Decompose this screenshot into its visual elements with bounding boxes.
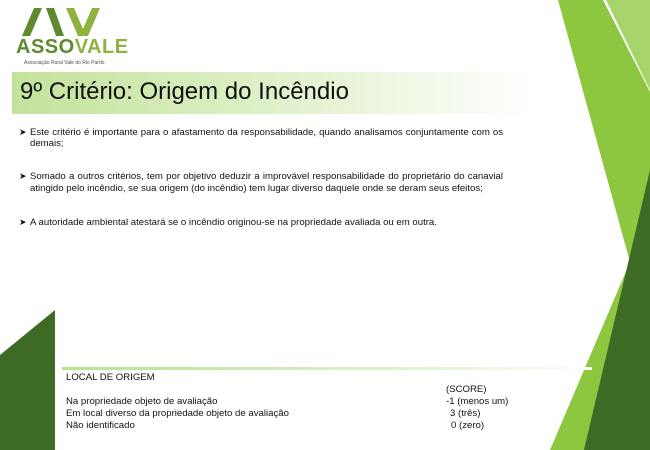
- table-row: [66, 420, 536, 432]
- score-header: (SCORE): [446, 384, 487, 395]
- bullet-list: [19, 127, 503, 250]
- table-divider: [62, 367, 592, 370]
- logo-av-mark-icon: [8, 6, 120, 38]
- score-cell: -1 (menos um): [446, 396, 509, 407]
- score-cell: 0 (zero): [451, 420, 485, 431]
- score-cell: 3 (três): [450, 408, 481, 419]
- logo-wordmark: ASSOVALE: [16, 36, 129, 58]
- bullet-item: ➤ A autoridade ambiental atestará se o incêndio originou-se na propriedade avaliada ou em outra.: [19, 216, 437, 228]
- score-table: [66, 372, 536, 431]
- arrow-bullet-icon: ➤: [19, 127, 27, 137]
- left-dark-green-band: [0, 310, 55, 450]
- table-row: [66, 396, 536, 408]
- bullet-item: ➤ Este critério é importante para o afastamento da responsabilidade, quando analisamos conjuntamente com os demais;: [19, 127, 503, 150]
- criterion-cell: Na propriedade objeto de avaliação: [66, 396, 218, 407]
- assovale-logo: [8, 6, 129, 68]
- slide-title: 9º Critério: Origem do Incêndio: [20, 78, 349, 105]
- table-header: LOCAL DE ORIGEM: [66, 372, 155, 383]
- logo-subtitle: Associação Rural Vale do Rio Pardo: [24, 60, 105, 66]
- criterion-cell: Em local diverso da propriedade objeto de avaliação: [66, 408, 289, 419]
- criterion-cell: Não identificado: [66, 420, 135, 431]
- arrow-bullet-icon: ➤: [19, 216, 27, 227]
- table-row: [66, 408, 536, 420]
- arrow-bullet-icon: ➤: [19, 171, 27, 182]
- bullet-item: ➤ Somado a outros critérios, tem por objetivo deduzir a improvável responsabilidade do proprietário do canavial atingido pelo incêndio, se sua origem (do incêndio) tem lugar diverso daquele onde se deram seus efeitos;: [19, 171, 503, 194]
